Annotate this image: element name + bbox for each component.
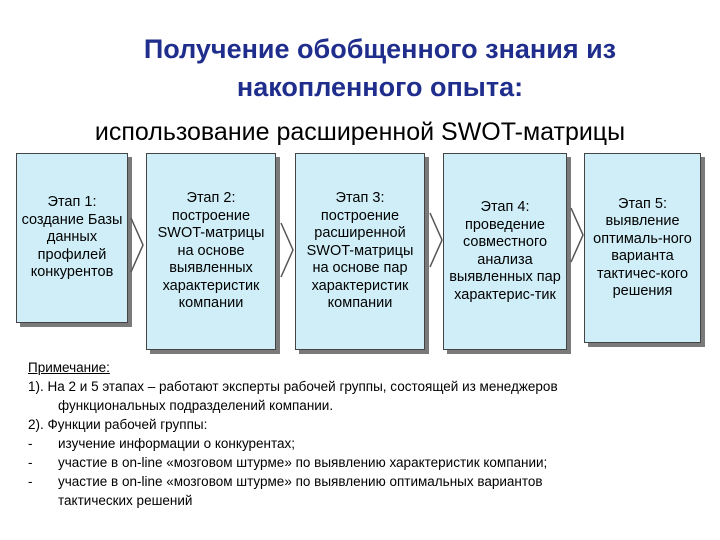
stage-2-box [146,153,276,350]
stage-4-text: проведение совместного анализа выявленных пар характерис-тик [449,216,561,303]
stage-3-label: Этап 3: [335,190,385,207]
stage-3-box [295,153,425,350]
note-bullet-2-text: участие в on-line «мозговом штурме» по выявлению характеристик компании; [58,455,548,470]
stage-4-box [443,153,567,350]
stage-5-text: выявление оптималь-ного варианта тактичес-кого решения [593,213,692,299]
stage-2-label: Этап 2: [186,190,236,207]
stage-3-text: построение расширенной SWOT-матрицы на основе пар характеристик компании [306,207,414,312]
arrow-3-4-icon [427,210,445,270]
stage-1-box [16,153,128,323]
note-heading: Примечание: [28,360,110,375]
page-title [60,30,700,106]
stage-1-label: Этап 1: [47,194,97,211]
title-line-2: накопленного опыта: [236,72,524,102]
stage-4-label: Этап 4: [480,199,530,215]
bullet-dash: - [28,474,33,489]
note-bullet-3-text: участие в on-line «мозговом штурме» по выявлению оптимальных вариантов [58,474,543,489]
arrow-4-5-icon [568,205,586,265]
notes-section [28,358,708,510]
note-bullet-3 [28,472,708,491]
note-bullet-1-text: изучение информации о конкурентах; [58,436,296,451]
title-line-1: Получение обобщенного знания из [143,34,617,64]
stage-5-label: Этап 5: [618,195,667,212]
note-item-2: 2). Функции рабочей группы: [28,417,208,432]
note-bullet-3-cont: тактических решений [58,493,193,508]
note-bullet-2 [28,453,708,472]
arrow-1-2-icon [128,215,146,275]
stage-1-text: создание Базы данных профилей конкурентов [21,211,123,281]
note-bullet-1 [28,434,708,453]
note-item-1: 1). На 2 и 5 этапах – работают эксперты рабочей группы, состоящей из менеджеров [28,379,558,394]
subtitle: использование расширенной SWOT-матрицы [94,118,626,146]
bullet-dash: - [28,455,33,470]
arrow-2-3-icon [278,220,296,280]
stage-2-text: построение SWOT-матрицы на основе выявленных характеристик компании [157,207,265,312]
bullet-dash: - [28,436,33,451]
note-item-1-cont: функциональных подразделений компании. [58,398,334,413]
stage-5-box [584,153,701,343]
